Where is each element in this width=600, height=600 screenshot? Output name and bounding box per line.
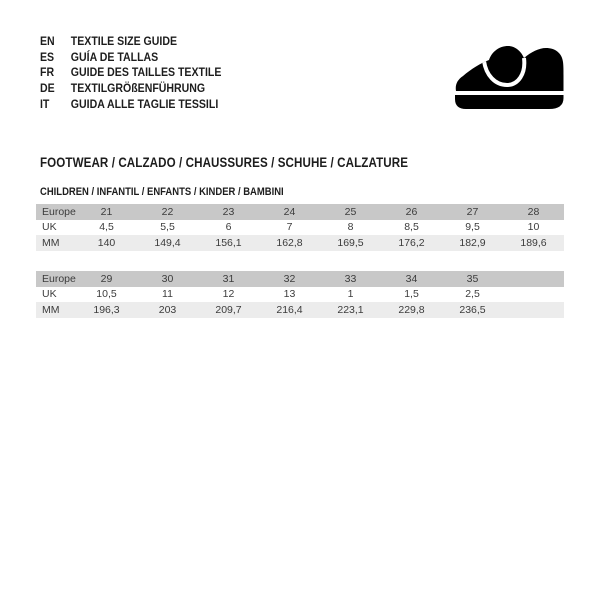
language-code: DE <box>40 81 55 96</box>
size-value-cell: 31 <box>222 272 235 285</box>
size-value-cell: 149,4 <box>154 236 181 249</box>
size-value-cell: 12 <box>222 288 235 301</box>
language-row <box>40 50 221 66</box>
size-table <box>36 204 564 251</box>
language-title: GUIDE DES TAILLES TEXTILE <box>70 65 222 80</box>
language-title: GUÍA DE TALLAS <box>70 49 159 64</box>
size-value-cell: 1,5 <box>404 288 419 301</box>
language-title-list <box>40 34 221 113</box>
size-value-cell: 10 <box>527 221 540 234</box>
size-value-cell: 28 <box>527 205 540 218</box>
size-value-cell: 9,5 <box>465 221 480 234</box>
size-value-cell: 35 <box>466 272 479 285</box>
language-code: IT <box>40 96 50 111</box>
size-value-cell: 11 <box>162 288 173 301</box>
language-title: TEXTILE SIZE GUIDE <box>70 34 178 48</box>
size-value-cell: 22 <box>161 205 174 218</box>
size-value-cell: 216,4 <box>276 303 303 316</box>
language-title: TEXTILGRÖßENFÜHRUNG <box>70 81 206 96</box>
size-value-cell: 1 <box>347 288 354 301</box>
language-code: ES <box>40 49 55 64</box>
size-value-cell: 5,5 <box>160 221 175 234</box>
children-shoe-icon <box>453 40 565 110</box>
size-value-cell: 26 <box>405 205 418 218</box>
size-value-cell: 13 <box>283 288 296 301</box>
size-value-cell: 6 <box>225 221 232 234</box>
language-row <box>40 34 221 50</box>
size-table-row <box>36 204 564 220</box>
size-value-cell: 24 <box>283 205 296 218</box>
size-value-cell: 223,1 <box>337 303 364 316</box>
size-value-cell: 25 <box>344 205 357 218</box>
size-value-cell: 182,9 <box>459 236 486 249</box>
language-code: EN <box>40 34 55 48</box>
shoe-sole-shape <box>455 95 564 109</box>
size-value-cell: 209,7 <box>215 303 242 316</box>
size-value-cell: 8,5 <box>404 221 419 234</box>
size-value-cell: 236,5 <box>459 303 486 316</box>
size-value-cell: 10,5 <box>96 288 117 301</box>
size-value-cell: 7 <box>286 221 293 234</box>
section-title: FOOTWEAR / CALZADO / CHAUSSURES / SCHUHE / CALZATURE <box>40 155 409 170</box>
size-value-cell: 169,5 <box>337 236 364 249</box>
size-value-cell: 33 <box>344 272 357 285</box>
row-label-cell: Europe <box>42 272 76 285</box>
size-value-cell: 156,1 <box>215 236 242 249</box>
section-subtitle: CHILDREN / INFANTIL / ENFANTS / KINDER / BAMBINI <box>40 186 284 198</box>
size-value-cell: 229,8 <box>398 303 425 316</box>
row-label-cell: Europe <box>42 205 76 218</box>
size-value-cell: 189,6 <box>520 236 547 249</box>
size-value-cell: 30 <box>161 272 174 285</box>
size-table-row <box>36 235 564 251</box>
language-row <box>40 97 221 113</box>
language-row <box>40 65 221 81</box>
size-value-cell: 176,2 <box>398 236 425 249</box>
size-table-row <box>36 220 564 236</box>
size-table-row <box>36 271 564 287</box>
size-value-cell: 32 <box>283 272 296 285</box>
size-value-cell: 21 <box>100 205 113 218</box>
size-value-cell: 4,5 <box>99 221 114 234</box>
size-value-cell <box>503 302 564 318</box>
size-value-cell: 140 <box>97 236 116 249</box>
row-label-cell: MM <box>42 236 60 249</box>
size-table-row <box>36 287 564 303</box>
size-table-row <box>36 302 564 318</box>
size-value-cell <box>503 287 564 303</box>
size-table <box>36 271 564 318</box>
size-value-cell: 8 <box>347 221 354 234</box>
size-value-cell: 34 <box>405 272 418 285</box>
size-value-cell <box>503 271 564 287</box>
size-value-cell: 2,5 <box>465 288 480 301</box>
size-value-cell: 29 <box>100 272 113 285</box>
row-label-cell: MM <box>42 303 60 316</box>
language-row <box>40 81 221 97</box>
size-value-cell: 196,3 <box>93 303 120 316</box>
size-value-cell: 23 <box>222 205 235 218</box>
row-label-cell: UK <box>42 221 57 234</box>
size-value-cell: 203 <box>158 303 177 316</box>
language-title: GUIDA ALLE TAGLIE TESSILI <box>70 96 219 111</box>
row-label-cell: UK <box>42 288 57 301</box>
size-value-cell: 162,8 <box>276 236 303 249</box>
language-code: FR <box>40 65 55 80</box>
size-value-cell: 27 <box>466 205 479 218</box>
